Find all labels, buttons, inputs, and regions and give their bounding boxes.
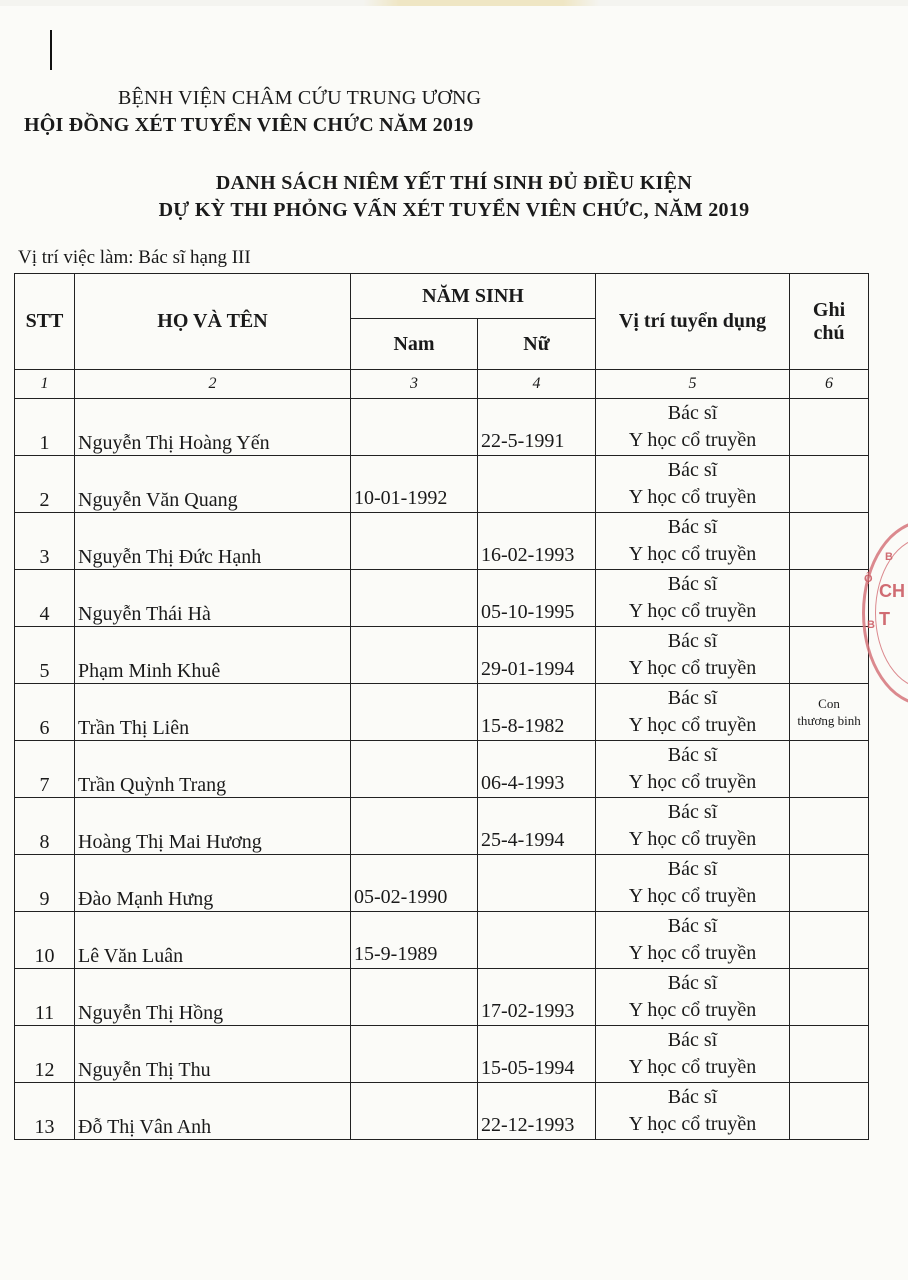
row-birth-female: 25-4-1994 <box>478 798 596 855</box>
table-row <box>15 855 869 912</box>
table-row <box>15 399 869 456</box>
row-note <box>790 684 869 741</box>
header-stt: STT <box>15 274 75 370</box>
row-birth-female: 22-5-1991 <box>478 399 596 456</box>
hospital-name: BỆNH VIỆN CHÂM CỨU TRUNG ƯƠNG <box>118 87 482 109</box>
row-note <box>790 399 869 456</box>
row-stt: 9 <box>15 855 75 912</box>
row-position <box>596 570 790 627</box>
row-note <box>790 1026 869 1083</box>
row-position-line1: Bác sĩ <box>667 1029 718 1051</box>
seal-text: B <box>885 551 893 563</box>
row-note <box>790 969 869 1026</box>
row-note <box>790 855 869 912</box>
row-birth-male: 15-9-1989 <box>351 912 478 969</box>
row-birth-male: 05-02-1990 <box>351 855 478 912</box>
row-name: Nguyễn Thái Hà <box>75 570 351 627</box>
council-name: HỘI ĐỒNG XÉT TUYỂN VIÊN CHỨC NĂM 2019 <box>24 114 474 136</box>
table-row <box>15 798 869 855</box>
paper-edge <box>0 0 908 6</box>
row-note <box>790 627 869 684</box>
job-position-label: Vị trí việc làm: Bác sĩ hạng III <box>18 247 251 268</box>
row-stt: 12 <box>15 1026 75 1083</box>
row-note <box>790 1083 869 1140</box>
table-row <box>15 684 869 741</box>
header-position: Vị trí tuyển dụng <box>596 274 790 370</box>
row-birth-female <box>478 912 596 969</box>
row-birth-male <box>351 798 478 855</box>
seal-text: CH <box>879 581 905 601</box>
row-position-line1: Bác sĩ <box>667 858 718 880</box>
row-birth-female: 15-05-1994 <box>478 1026 596 1083</box>
row-position <box>596 399 790 456</box>
document-title-line2: DỰ KỲ THI PHỎNG VẤN XÉT TUYỂN VIÊN CHỨC, NĂM 2019 <box>158 199 750 221</box>
row-birth-female: 16-02-1993 <box>478 513 596 570</box>
table-row <box>15 969 869 1026</box>
row-stt: 10 <box>15 912 75 969</box>
candidate-table <box>14 273 869 1140</box>
row-name: Nguyễn Thị Đức Hạnh <box>75 513 351 570</box>
table-row <box>15 513 869 570</box>
row-position-line1: Bác sĩ <box>667 915 718 937</box>
row-position-line2: Y học cổ truyền <box>628 600 757 622</box>
row-stt: 8 <box>15 798 75 855</box>
row-position <box>596 969 790 1026</box>
table-row <box>15 627 869 684</box>
header-female: Nữ <box>478 319 596 370</box>
header-name: HỌ VÀ TÊN <box>75 274 351 370</box>
row-stt: 6 <box>15 684 75 741</box>
row-position-line2: Y học cổ truyền <box>628 543 757 565</box>
row-position <box>596 741 790 798</box>
row-name: Nguyễn Văn Quang <box>75 456 351 513</box>
row-position <box>596 513 790 570</box>
column-number: 1 <box>15 370 75 399</box>
row-birth-male <box>351 969 478 1026</box>
row-position-line1: Bác sĩ <box>667 402 718 424</box>
row-position <box>596 456 790 513</box>
column-number-row <box>15 370 869 399</box>
column-number: 6 <box>790 370 869 399</box>
row-stt: 7 <box>15 741 75 798</box>
row-name: Nguyễn Thị Thu <box>75 1026 351 1083</box>
row-birth-female: 05-10-1995 <box>478 570 596 627</box>
row-position-line2: Y học cổ truyền <box>628 429 757 451</box>
row-birth-male <box>351 1083 478 1140</box>
table-row <box>15 1083 869 1140</box>
table-row <box>15 741 869 798</box>
row-note <box>790 456 869 513</box>
row-position-line2: Y học cổ truyền <box>628 885 757 907</box>
header-note-line2: chú <box>813 321 845 344</box>
row-position-line2: Y học cổ truyền <box>628 1113 757 1135</box>
seal-text: B <box>867 619 875 631</box>
row-note <box>790 741 869 798</box>
row-position-line2: Y học cổ truyền <box>628 771 757 793</box>
row-position <box>596 912 790 969</box>
row-position-line2: Y học cổ truyền <box>628 828 757 850</box>
row-birth-male <box>351 684 478 741</box>
pen-mark <box>50 30 52 70</box>
row-position-line2: Y học cổ truyền <box>628 657 757 679</box>
row-stt: 2 <box>15 456 75 513</box>
row-birth-female: 29-01-1994 <box>478 627 596 684</box>
row-birth-female: 17-02-1993 <box>478 969 596 1026</box>
row-birth-female: 22-12-1993 <box>478 1083 596 1140</box>
table-row <box>15 1026 869 1083</box>
row-birth-male <box>351 1026 478 1083</box>
row-birth-male <box>351 741 478 798</box>
header-birth-year: NĂM SINH <box>351 274 596 319</box>
row-position-line2: Y học cổ truyền <box>628 486 757 508</box>
row-stt: 13 <box>15 1083 75 1140</box>
row-birth-male <box>351 570 478 627</box>
column-number: 4 <box>478 370 596 399</box>
row-position-line1: Bác sĩ <box>667 972 718 994</box>
row-position <box>596 684 790 741</box>
row-position-line1: Bác sĩ <box>667 630 718 652</box>
row-position-line1: Bác sĩ <box>667 801 718 823</box>
row-birth-female <box>478 855 596 912</box>
row-birth-male <box>351 627 478 684</box>
row-position <box>596 798 790 855</box>
row-name: Trần Quỳnh Trang <box>75 741 351 798</box>
row-position-line1: Bác sĩ <box>667 687 718 709</box>
row-position-line2: Y học cổ truyền <box>628 714 757 736</box>
row-birth-female: 06-4-1993 <box>478 741 596 798</box>
row-name: Hoàng Thị Mai Hương <box>75 798 351 855</box>
candidate-rows <box>15 399 869 1140</box>
row-note-line1: Con <box>818 696 840 711</box>
row-position-line1: Bác sĩ <box>667 744 718 766</box>
row-position <box>596 627 790 684</box>
row-birth-female: 15-8-1982 <box>478 684 596 741</box>
column-number: 2 <box>75 370 351 399</box>
row-note <box>790 570 869 627</box>
header-male: Nam <box>351 319 478 370</box>
row-name: Đỗ Thị Vân Anh <box>75 1083 351 1140</box>
row-note <box>790 798 869 855</box>
row-note-line2: thương binh <box>797 713 861 728</box>
row-stt: 3 <box>15 513 75 570</box>
row-position-line1: Bác sĩ <box>667 573 718 595</box>
row-position-line2: Y học cổ truyền <box>628 999 757 1021</box>
row-stt: 4 <box>15 570 75 627</box>
document-title-line1: DANH SÁCH NIÊM YẾT THÍ SINH ĐỦ ĐIỀU KIỆN <box>215 172 693 194</box>
row-name: Phạm Minh Khuê <box>75 627 351 684</box>
row-note <box>790 513 869 570</box>
row-position-line2: Y học cổ truyền <box>628 1056 757 1078</box>
table-row <box>15 912 869 969</box>
row-birth-female <box>478 456 596 513</box>
header-note <box>790 274 869 370</box>
row-position-line1: Bác sĩ <box>667 516 718 538</box>
row-stt: 1 <box>15 399 75 456</box>
row-birth-male <box>351 399 478 456</box>
row-birth-male <box>351 513 478 570</box>
column-number: 3 <box>351 370 478 399</box>
row-position <box>596 1083 790 1140</box>
row-position-line1: Bác sĩ <box>667 459 718 481</box>
row-note <box>790 912 869 969</box>
row-position <box>596 855 790 912</box>
row-stt: 5 <box>15 627 75 684</box>
row-name: Nguyễn Thị Hoàng Yến <box>75 399 351 456</box>
row-name: Đào Mạnh Hưng <box>75 855 351 912</box>
row-position <box>596 1026 790 1083</box>
seal-text: Ộ <box>864 573 873 585</box>
row-name: Lê Văn Luân <box>75 912 351 969</box>
row-birth-male: 10-01-1992 <box>351 456 478 513</box>
column-number: 5 <box>596 370 790 399</box>
row-position-line1: Bác sĩ <box>667 1086 718 1108</box>
row-position-line2: Y học cổ truyền <box>628 942 757 964</box>
table-row <box>15 570 869 627</box>
row-name: Trần Thị Liên <box>75 684 351 741</box>
table-row <box>15 456 869 513</box>
seal-text: T <box>879 609 890 629</box>
header-note-line1: Ghi <box>812 298 846 321</box>
row-name: Nguyễn Thị Hồng <box>75 969 351 1026</box>
row-stt: 11 <box>15 969 75 1026</box>
